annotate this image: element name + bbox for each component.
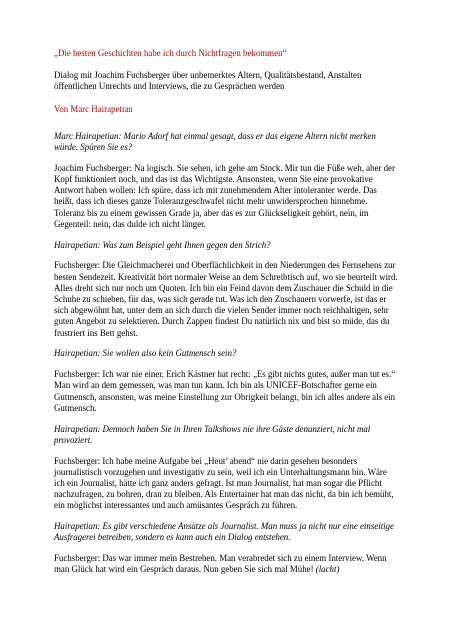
answer-paragraph: Fuchsberger: Ich war nie einer. Erich Kästner hat recht: „Es gibt nichts gutes, außer man tut es.“ Man wird an dem gemessen, was man tun kann. Ich bin als UNICEF-Botschafter gerne ein Gutmensch, ansonsten, was meine Einstellung zur Obrigkeit belangt, bin ich alles andere als ein Gutmensch. — [54, 369, 396, 413]
stage-direction: (lacht) — [315, 564, 340, 575]
article-intro: Dialog mit Joachim Fuchsberger über unbemerktes Altern, Qualitätsbestand, Anstalten öffentlichen Unrechts und Interviews, die zu Gesprächen werden — [54, 70, 362, 92]
answer-paragraph: Joachim Fuchsberger: Na logisch. Sie sehen, ich gehe am Stock. Mir tun die Füße weh, aber der Kopf funktioniert noch, und das ist das Wichtigste. Ansonsten, wenn Sie eine provokative Antwort haben wollen: Ich spüre, dass ich mit zunehmendem Alter intoleranter werde. Das heißt, dass ich dieses ganze Toleranzgeschwafel nicht mehr unwidersprochen hinnehme. Toleranz bis zu einem gewissen Grade ja, aber das es zur Glückseligkeit gehört, nein, im Gegenteil: nein, das dulde ich nicht länger. — [54, 162, 395, 229]
article-title: „Die besten Geschichten habe ich durch Nichtfragen bekommen“ — [54, 48, 287, 58]
answer-paragraph: Fuchsberger: Ich habe meine Aufgabe bei „Heut’ abend“ nie darin gesehen besonders journalistisch vorzugehen und investigativ zu sein, weil ich ein Unterhaltungsmann bin. Wäre ich ein Journalist, hätte ich ganz anders gefragt. Ist man Journalist, hat man sogar die Pflicht nachzufragen, zu bohren, dran zu bleiben. Als Entertainer hat man das nicht, da bin ich bemüht, ein möglichst interessantes und auch amüsantes Gespräch zu führen. — [54, 455, 394, 511]
article-byline: Von Marc Hairapetian — [54, 103, 133, 114]
answer-text: Fuchsberger: Das war immer mein Bestreben. Man verabredet sich zu einem Interview. Wenn man Glück hat wird ein Gespräch daraus. Nun geben Sie sich mal Mühe! — [54, 553, 387, 575]
document-page — [54, 48, 398, 585]
question-paragraph: Hairapetian: Was zum Beispiel geht Ihnen gegen den Strich? — [54, 239, 271, 250]
question-paragraph: Hairapetian: Dennoch haben Sie in Ihren Talkshows nie ihre Gäste denunziert, nicht mal provoziert. — [54, 423, 371, 445]
answer-paragraph: Fuchsberger: Die Gleichmacherei und Oberflächlichkeit in den Niederungen des Fernsehens zur besten Sendezeit. Kreativität hört normaler Weise an dem Schreibtisch auf, wo sie beurteilt wird. Alles dreht sich nur noch um Quoten. Ich bin ein Feind davon dem Zuschauer die Schuld in die Schuhe zu schieben, für das, was sich gerade tut. Was ich den Zuschauern vorwerfe, ist das er sich abgewöhnt hat, unter dem an sich durch die vielen Sender immer noch reichhaltigen, sehr guten Angebot zu selektieren. Durch Zappen findest Du natürlich nix und bist so müde, das du frustriert ins Bett gehst. — [54, 260, 398, 338]
question-paragraph: Hairapetian: Es gibt verschiedene Ansätze als Journalist. Man muss ja nicht nur eine einseitige Ausfragerei betreiben, sondern es kann auch ein Dialog entstehen. — [54, 521, 394, 543]
question-paragraph: Hairapetian: Sie wollen also kein Gutmensch sein? — [54, 348, 237, 359]
question-paragraph: Marc Hairapetian: Mario Adorf hat einmal gesagt, dass er das eigene Altern nicht merken würde. Spüren Sie es? — [54, 130, 376, 153]
answer-paragraph — [54, 553, 398, 575]
